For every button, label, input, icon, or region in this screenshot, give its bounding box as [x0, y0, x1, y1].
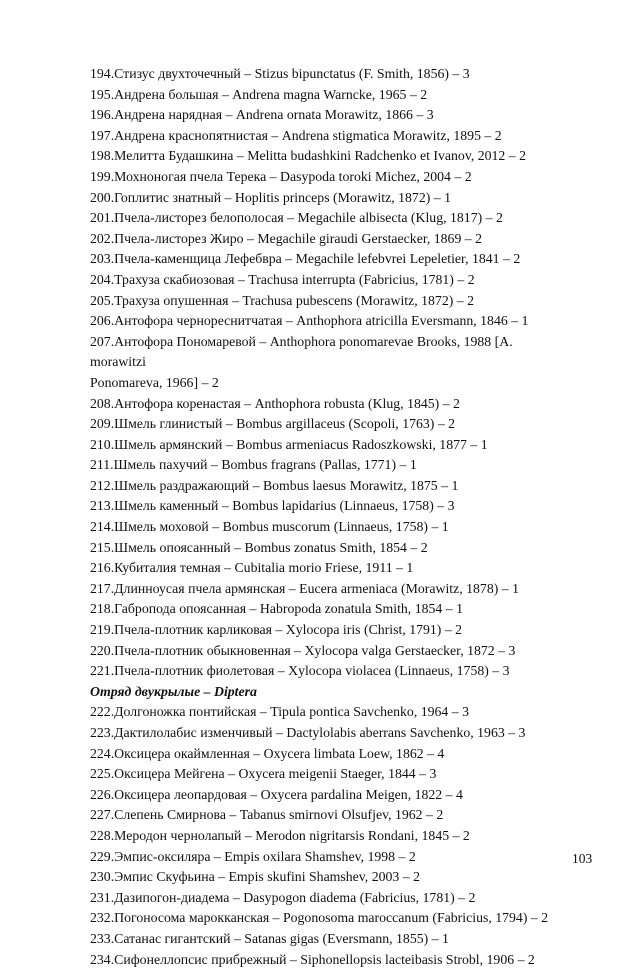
document-body — [90, 64, 593, 970]
species-entry: 199.Мохноногая пчела Терека – Dasypoda toroki Michez, 2004 – 2 — [90, 168, 472, 184]
species-entry: 222.Долгоножка понтийская – Tipula pontica Savchenko, 1964 – 3 — [90, 704, 470, 720]
species-entry: 195.Андрена большая – Andrena magna Warncke, 1965 – 2 — [90, 86, 428, 102]
species-entry: 226.Оксицера леопардовая – Oxycera pardalina Meigen, 1822 – 4 — [90, 786, 463, 802]
species-entry: 224.Оксицера окаймленная – Oxycera limbata Loew, 1862 – 4 — [90, 745, 445, 761]
species-entry: 206.Антофора чернореснитчатая – Anthophora atricilla Eversmann, 1846 – 1 — [90, 313, 529, 329]
species-entry: 205.Трахуза опушенная – Trachusa pubescens (Morawitz, 1872) – 2 — [90, 292, 475, 308]
species-entry: 203.Пчела-каменщица Лефебвра – Megachile lefebvrei Lepeletier, 1841 – 2 — [90, 251, 521, 267]
species-entry: 200.Гоплитис знатный – Hoplitis princeps (Morawitz, 1872) – 1 — [90, 189, 452, 205]
species-entry: 202.Пчела-листорез Жиро – Megachile giraudi Gerstaecker, 1869 – 2 — [90, 230, 483, 246]
species-entry: 218.Габропода опоясанная – Habropoda zonatula Smith, 1854 – 1 — [90, 601, 463, 617]
species-entry: 231.Дазипогон-диадема – Dasypogon diadema (Fabricius, 1781) – 2 — [90, 889, 476, 905]
species-entry: 213.Шмель каменный – Bombus lapidarius (Linnaeus, 1758) – 3 — [90, 498, 455, 514]
species-entry: 210.Шмель армянский – Bombus armeniacus Radoszkowski, 1877 – 1 — [90, 436, 488, 452]
species-entry: 212.Шмель раздражающий – Bombus laesus Morawitz, 1875 – 1 — [90, 477, 459, 493]
species-entry: 209.Шмель глинистый – Bombus argillaceus (Scopoli, 1763) – 2 — [90, 416, 456, 432]
species-entry: morawitzi — [90, 354, 146, 370]
species-entry: 229.Эмпис-оксиляра – Empis oxilara Shamshev, 1998 – 2 — [90, 848, 416, 864]
species-entry: 208.Антофора коренастая – Anthophora robusta (Klug, 1845) – 2 — [90, 395, 460, 411]
species-list-hymenoptera — [90, 64, 590, 682]
species-entry: 230.Эмпис Скуфьина – Empis skufini Shamshev, 2003 – 2 — [90, 869, 420, 885]
species-entry: 223.Дактилолабис изменчивый – Dactylolabis aberrans Savchenko, 1963 – 3 — [90, 725, 526, 740]
species-entry: 215.Шмель опоясанный – Bombus zonatus Smith, 1854 – 2 — [90, 539, 428, 555]
species-entry: 196.Андрена нарядная – Andrena ornata Morawitz, 1866 – 3 — [90, 107, 434, 123]
species-entry: 225.Оксицера Мейгена – Oxycera meigenii Staeger, 1844 – 3 — [90, 766, 437, 782]
species-list-diptera — [90, 702, 593, 970]
species-entry: 214.Шмель моховой – Bombus muscorum (Linnaeus, 1758) – 1 — [90, 519, 449, 535]
species-entry: 197.Андрена краснопятнистая – Andrena stigmatica Morawitz, 1895 – 2 — [90, 127, 502, 143]
species-entry: 204.Трахуза скабиозовая – Trachusa interrupta (Fabricius, 1781) – 2 — [90, 271, 475, 287]
species-entry: 207.Антофора Пономаревой – Anthophora ponomarevae Brooks, 1988 [A. — [90, 333, 513, 349]
species-entry: 232.Погоносома марокканская – Pogonosoma maroccanum (Fabricius, 1794) – 2 — [90, 910, 549, 926]
species-entry: Ponomareva, 1966] – 2 — [90, 374, 219, 390]
species-entry: 201.Пчела-листорез белополосая – Megachile albisecta (Klug, 1817) – 2 — [90, 210, 503, 226]
species-entry: 216.Кубиталия темная – Cubitalia morio Friese, 1911 – 1 — [90, 560, 414, 576]
species-entry: 233.Сатанас гигантский – Satanas gigas (Eversmann, 1855) – 1 — [90, 930, 449, 946]
species-entry: 221.Пчела-плотник фиолетовая – Xylocopa violacea (Linnaeus, 1758) – 3 — [90, 663, 510, 679]
species-entry: 227.Слепень Смирнова – Tabanus smirnovi Olsufjev, 1962 – 2 — [90, 807, 444, 823]
species-entry: 198.Мелитта Будашкина – Melitta budashkini Radchenko et Ivanov, 2012 – 2 — [90, 148, 527, 164]
species-entry: 228.Меродон чернолапый – Merodon nigritarsis Rondani, 1845 – 2 — [90, 827, 470, 843]
section-heading-diptera: Отряд двукрылые – Diptera — [90, 683, 257, 699]
species-entry: 219.Пчела-плотник карликовая – Xylocopa iris (Christ, 1791) – 2 — [90, 622, 463, 638]
species-entry: 217.Длинноусая пчела армянская – Eucera armeniaca (Morawitz, 1878) – 1 — [90, 580, 520, 596]
species-entry: 220.Пчела-плотник обыкновенная – Xylocopa valga Gerstaecker, 1872 – 3 — [90, 642, 516, 658]
species-entry: 211.Шмель пахучий – Bombus fragrans (Pallas, 1771) – 1 — [90, 457, 417, 473]
species-entry: 234.Сифонеллопсис прибрежный – Siphonellopsis lacteibasis Strobl, 1906 – 2 — [90, 951, 535, 967]
page-number: 103 — [572, 851, 593, 866]
species-entry: 194.Стизус двухточечный – Stizus bipunctatus (F. Smith, 1856) – 3 — [90, 66, 470, 81]
